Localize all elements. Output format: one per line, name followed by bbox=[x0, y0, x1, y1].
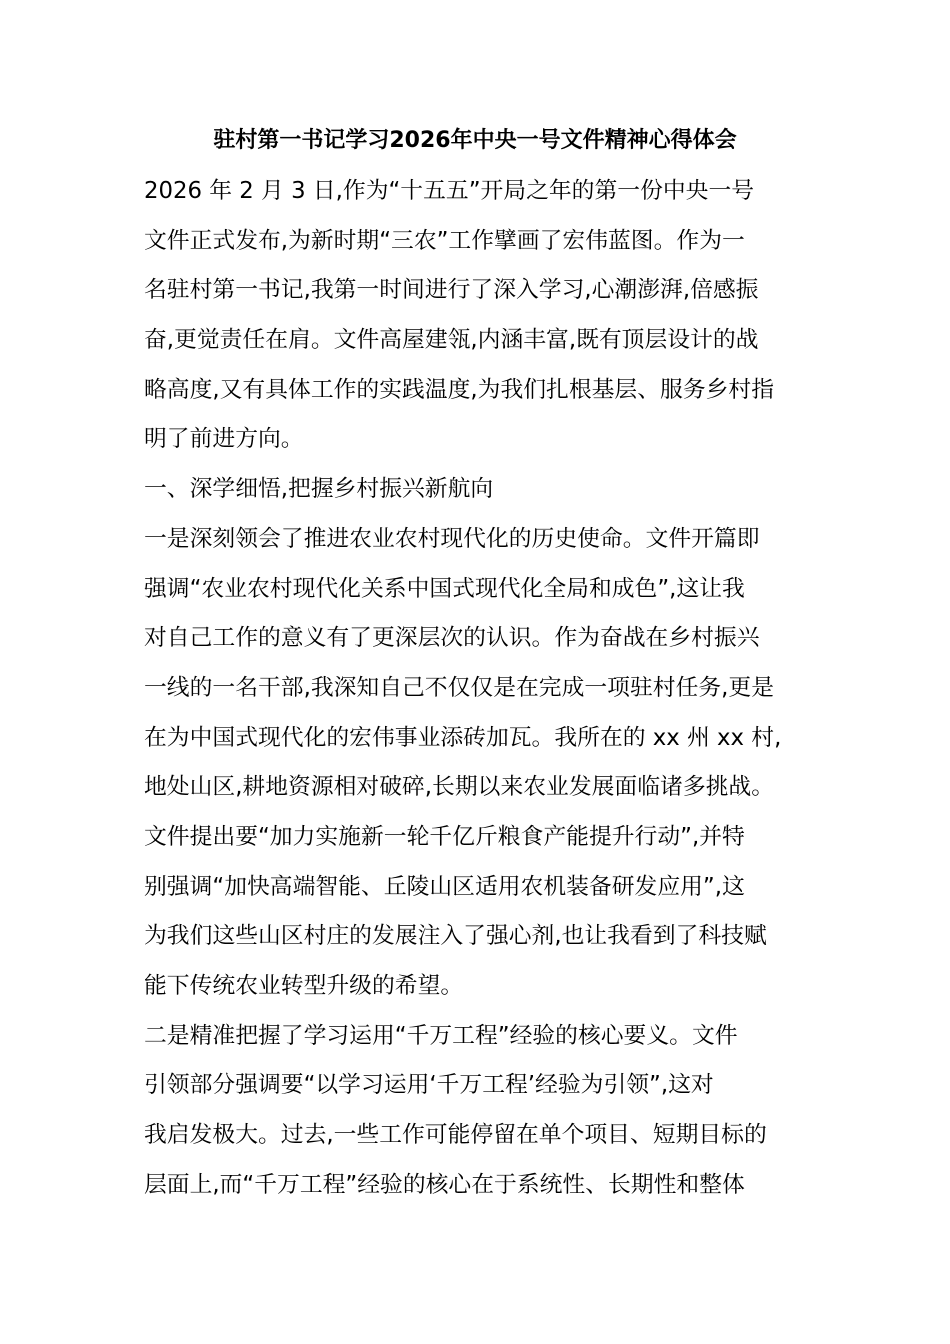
text-line: 地处山区,耕地资源相对破碎,长期以来农业发展面临诸多挑战。 bbox=[144, 774, 775, 801]
text-line: 在为中国式现代化的宏伟事业添砖加瓦。我所在的 xx 州 xx 村, bbox=[144, 724, 782, 751]
text-line: 奋,更觉责任在肩。文件高屋建瓴,内涵丰富,既有顶层设计的战 bbox=[144, 327, 759, 354]
text-line: 对自己工作的意义有了更深层次的认识。作为奋战在乡村振兴 bbox=[144, 625, 760, 652]
text-line: 名驻村第一书记,我第一时间进行了深入学习,心潮澎湃,倍感振 bbox=[144, 277, 759, 304]
text-line: 一是深刻领会了推进农业农村现代化的历史使命。文件开篇即 bbox=[144, 525, 760, 552]
document-title: 驻村第一书记学习2026年中央一号文件精神心得体会 bbox=[213, 128, 737, 153]
document-body bbox=[144, 167, 809, 1210]
text-line: 别强调“加快高端智能、丘陵山区适用农机装备研发应用”,这 bbox=[144, 873, 745, 900]
text-line: 层面上,而“千万工程”经验的核心在于系统性、长期性和整体 bbox=[144, 1171, 745, 1198]
text-line: 能下传统农业转型升级的希望。 bbox=[144, 973, 464, 999]
section-heading: 一、深学细悟,把握乡村振兴新航向 bbox=[144, 476, 494, 503]
text-line: 略高度,又有具体工作的实践温度,为我们扎根基层、服务乡村指 bbox=[144, 376, 775, 403]
text-line: 引领部分强调要“以学习运用‘千万工程’经验为引领”,这对 bbox=[144, 1072, 714, 1099]
text-line: 明了前进方向。 bbox=[144, 426, 304, 453]
text-line: 强调“农业农村现代化关系中国式现代化全局和成色”,这让我 bbox=[144, 575, 745, 602]
text-line: 2026 年 2 月 3 日,作为“十五五”开局之年的第一份中央一号 bbox=[144, 178, 755, 204]
text-line: 文件提出要“加力实施新一轮千亿斤粮食产能提升行动”,并特 bbox=[144, 823, 745, 850]
text-line: 一线的一名干部,我深知自己不仅仅是在完成一项驻村任务,更是 bbox=[144, 674, 775, 701]
text-line: 为我们这些山区村庄的发展注入了强心剂,也让我看到了科技赋 bbox=[144, 923, 767, 950]
text-line: 文件正式发布,为新时期“三农”工作擘画了宏伟蓝图。作为一 bbox=[144, 227, 745, 254]
text-line: 二是精准把握了学习运用“千万工程”经验的核心要义。文件 bbox=[144, 1022, 738, 1049]
text-line: 我启发极大。过去,一些工作可能停留在单个项目、短期目标的 bbox=[144, 1122, 767, 1149]
